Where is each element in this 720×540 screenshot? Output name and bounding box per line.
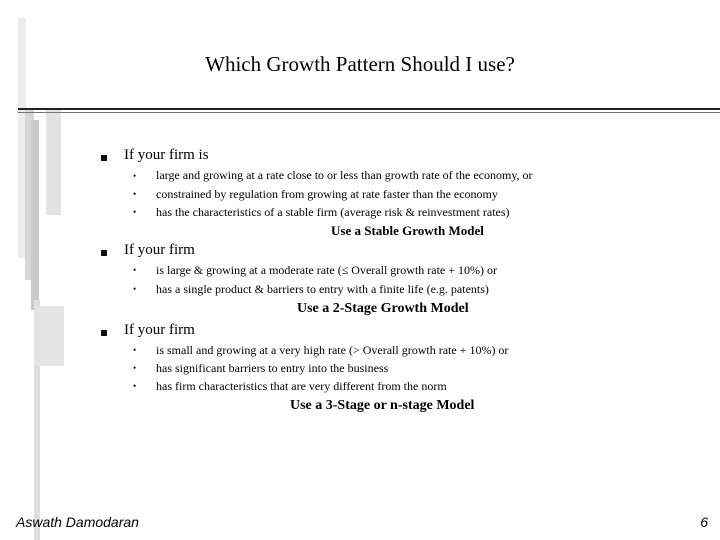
sub-bullet: • bbox=[133, 284, 137, 294]
section-bullet bbox=[101, 250, 107, 256]
page-number: 6 bbox=[700, 514, 708, 530]
decorative-bar bbox=[46, 110, 61, 215]
footer-author: Aswath Damodaran bbox=[16, 514, 139, 530]
section-bullet bbox=[101, 330, 107, 336]
sub-bullet: • bbox=[133, 207, 137, 217]
title-divider-thin bbox=[18, 112, 720, 113]
section-heading: If your firm bbox=[124, 322, 195, 338]
section-bullet bbox=[101, 155, 107, 161]
list-item: is large & growing at a moderate rate (≤ Overall growth rate + 10%) or bbox=[156, 263, 498, 277]
sub-bullet: • bbox=[133, 381, 137, 391]
list-item: large and growing at a rate close to or less than growth rate of the economy, or bbox=[156, 168, 533, 182]
list-item: has a single product & barriers to entry with a finite life (e.g. patents) bbox=[156, 282, 489, 296]
section-heading: If your firm is bbox=[124, 147, 209, 163]
sub-bullet: • bbox=[133, 171, 137, 181]
section-heading: If your firm bbox=[124, 242, 195, 258]
decorative-bar bbox=[34, 306, 64, 366]
list-item: is small and growing at a very high rate (> Overall growth rate + 10%) or bbox=[156, 343, 509, 357]
section-conclusion: Use a Stable Growth Model bbox=[331, 223, 484, 238]
slide-title: Which Growth Pattern Should I use? bbox=[205, 52, 515, 76]
list-item: has the characteristics of a stable firm (average risk & reinvestment rates) bbox=[156, 205, 510, 219]
list-item: has firm characteristics that are very different from the norm bbox=[156, 379, 447, 393]
sub-bullet: • bbox=[133, 265, 137, 275]
list-item: constrained by regulation from growing at rate faster than the economy bbox=[156, 187, 498, 201]
list-item: has significant barriers to entry into the business bbox=[156, 361, 389, 375]
sub-bullet: • bbox=[133, 189, 137, 199]
decorative-bar bbox=[31, 120, 39, 310]
section-conclusion: Use a 2-Stage Growth Model bbox=[297, 301, 469, 316]
section-conclusion: Use a 3-Stage or n-stage Model bbox=[290, 398, 475, 413]
sub-bullet: • bbox=[133, 363, 137, 373]
sub-bullet: • bbox=[133, 345, 137, 355]
title-divider bbox=[18, 108, 720, 110]
